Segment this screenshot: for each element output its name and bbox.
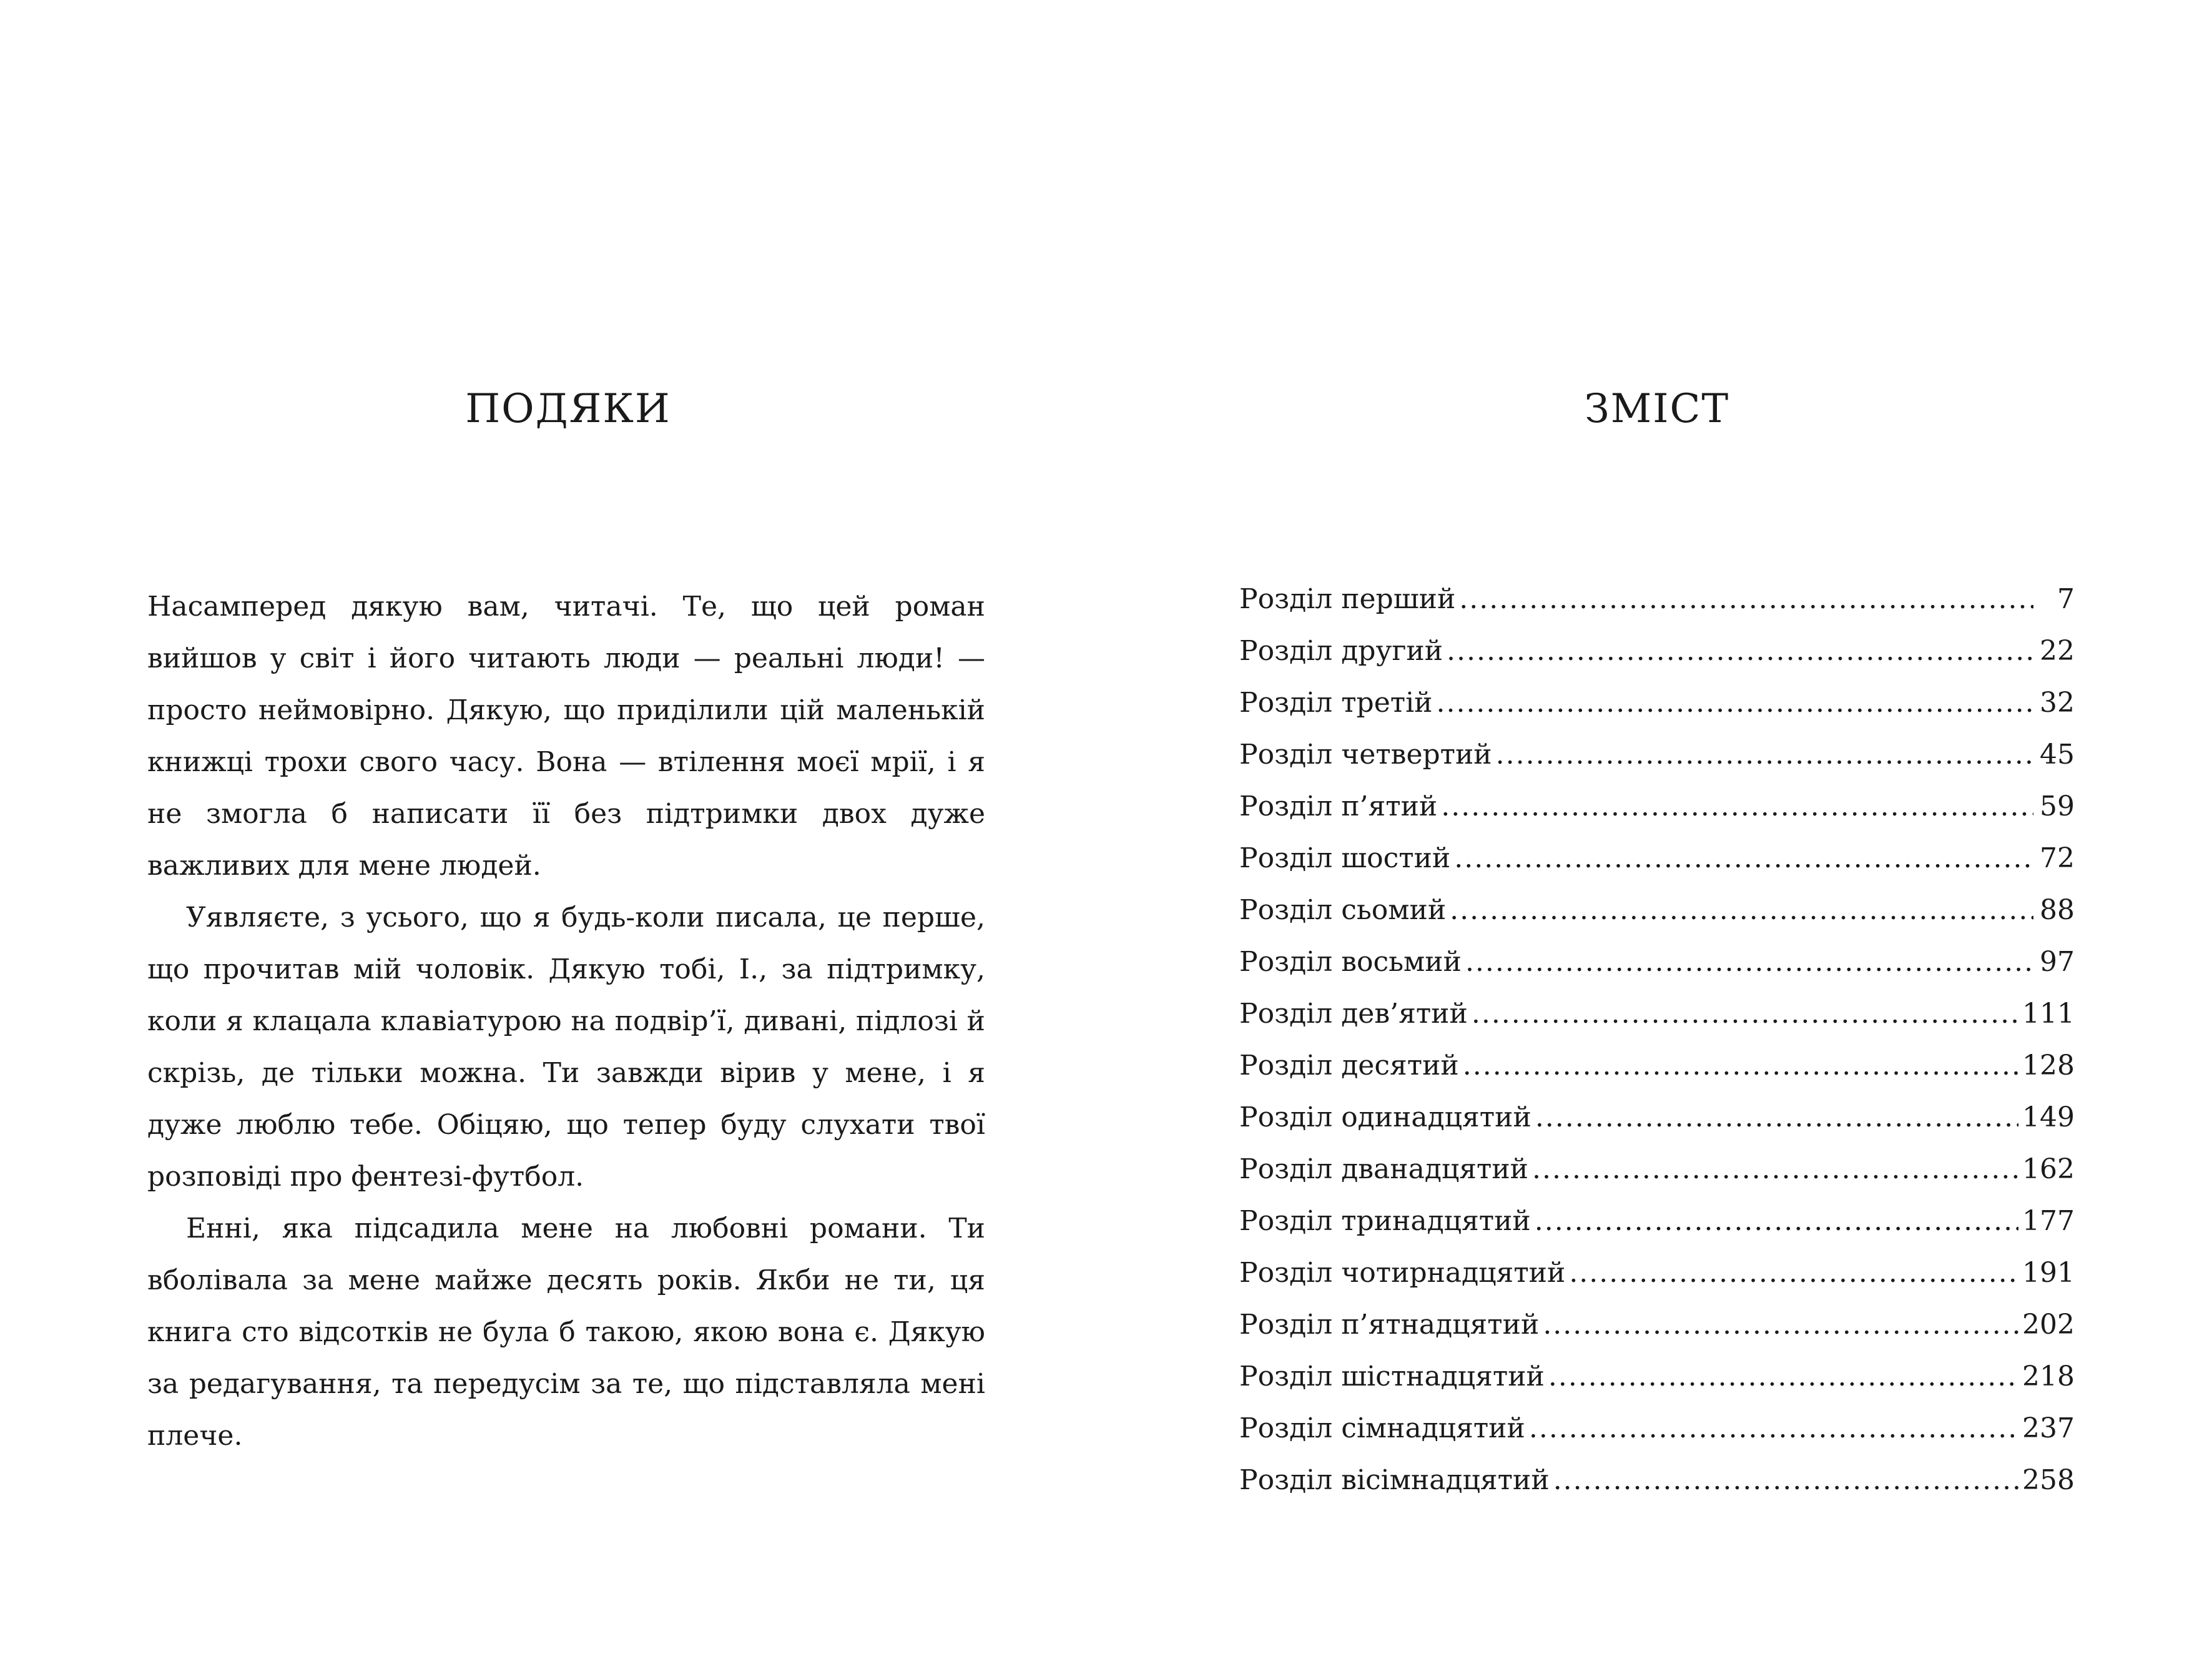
toc-leader-dots — [1543, 1299, 2018, 1351]
toc-leader-dots — [1529, 1402, 2018, 1454]
toc-leader-dots — [1465, 936, 2033, 988]
contents-title: ЗМІСТ — [1584, 386, 1730, 432]
toc-entry-label: Розділ другий — [1239, 635, 1443, 667]
toc-leader-dots — [1450, 884, 2033, 936]
toc-entry-label: Розділ тринадцятий — [1239, 1205, 1531, 1237]
toc-entry-page: 72 — [2040, 842, 2075, 874]
toc-entry-page: 45 — [2040, 739, 2075, 770]
toc-entry[interactable] — [1239, 677, 2075, 729]
toc-entry-page: 191 — [2022, 1257, 2075, 1289]
toc-entry-page: 162 — [2022, 1153, 2075, 1185]
toc-leader-dots — [1441, 780, 2033, 832]
toc-entry-label: Розділ шостий — [1239, 842, 1451, 874]
toc-entry[interactable] — [1239, 1247, 2075, 1299]
toc-leader-dots — [1436, 677, 2033, 729]
toc-entry-label: Розділ п’ятнадцятий — [1239, 1309, 1540, 1341]
toc-entry-label: Розділ шістнадцятий — [1239, 1361, 1545, 1392]
toc-entry[interactable] — [1239, 1040, 2075, 1091]
toc-entry[interactable] — [1239, 780, 2075, 832]
toc-entry-page: 22 — [2040, 635, 2075, 667]
toc-entry-page: 128 — [2022, 1050, 2075, 1081]
toc-leader-dots — [1532, 1143, 2018, 1195]
toc-entry[interactable] — [1239, 936, 2075, 988]
toc-entry-label: Розділ п’ятий — [1239, 790, 1438, 822]
toc-entry[interactable] — [1239, 832, 2075, 884]
toc-entry[interactable] — [1239, 1195, 2075, 1247]
toc-leader-dots — [1548, 1351, 2018, 1402]
toc-entry-page: 202 — [2022, 1309, 2075, 1341]
toc-entry-page: 32 — [2040, 687, 2075, 719]
toc-entry-label: Розділ четвертий — [1239, 739, 1492, 770]
toc-entry[interactable] — [1239, 884, 2075, 936]
toc-entry-page: 177 — [2022, 1205, 2075, 1237]
toc-leader-dots — [1496, 729, 2033, 780]
toc-entry-label: Розділ дванадцятий — [1239, 1153, 1528, 1185]
toc-entry-page: 111 — [2022, 998, 2075, 1030]
acknowledgements-body — [147, 581, 985, 1462]
toc-entry-page: 59 — [2040, 790, 2075, 822]
toc-entry[interactable] — [1239, 573, 2075, 625]
toc-entry-label: Розділ дев’ятий — [1239, 998, 1468, 1030]
toc-leader-dots — [1459, 573, 2033, 625]
toc-entry[interactable] — [1239, 729, 2075, 780]
toc-leader-dots — [1454, 832, 2033, 884]
toc-entry-label: Розділ вісімнадцятий — [1239, 1464, 1550, 1496]
toc-entry-label: Розділ одинадцятий — [1239, 1101, 1531, 1133]
toc-entry-page: 97 — [2040, 946, 2075, 978]
acknowledgements-paragraph: Енні, яка підсадила мене на любовні романи. Ти вболівала за мене майже десять років. Якби не ти, ця книга сто відсотків не була б такою, якою вона є. Дякую за редагування, та передусім за те, що підставляла мені плече. — [147, 1213, 985, 1452]
acknowledgements-paragraph: Насамперед дякую вам, читачі. Те, що цей роман вийшов у світ і його читають люди — реальні люди! — просто неймовірно. Дякую, що приділили цій маленькій книжці трохи свого часу. Вона — втілення моєї мрії, і я не змогла б написати її без підтримки двох дуже важливих для мене людей. — [147, 591, 985, 882]
toc-entry[interactable] — [1239, 1402, 2075, 1454]
toc-entry-label: Розділ перший — [1239, 583, 1456, 615]
toc-entry-label: Розділ сімнадцятий — [1239, 1412, 1525, 1444]
toc-entry-page: 149 — [2022, 1101, 2075, 1133]
toc-leader-dots — [1569, 1247, 2018, 1299]
toc-entry[interactable] — [1239, 1351, 2075, 1402]
toc-leader-dots — [1463, 1040, 2018, 1091]
toc-entry-label: Розділ сьомий — [1239, 894, 1447, 926]
table-of-contents — [1239, 573, 2075, 1506]
toc-entry[interactable] — [1239, 1143, 2075, 1195]
toc-leader-dots — [1472, 988, 2018, 1040]
acknowledgements-paragraph: Уявляєте, з усього, що я будь-коли писала, це перше, що прочитав мій чоловік. Дякую тобі, І., за підтримку, коли я клацала клавіатурою на подвір’ї, дивані, підлозі й скрізь, де тільки можна. Ти завжди вірив у мене, і я дуже люблю тебе. Обіцяю, що тепер буду слухати твої розповіді про фентезі-футбол. — [147, 902, 985, 1193]
toc-entry[interactable] — [1239, 1091, 2075, 1143]
toc-entry-label: Розділ третій — [1239, 687, 1433, 719]
toc-leader-dots — [1535, 1091, 2018, 1143]
toc-entry-page: 7 — [2057, 583, 2075, 615]
toc-leader-dots — [1535, 1195, 2018, 1247]
toc-entry-label: Розділ чотирнадцятий — [1239, 1257, 1566, 1289]
toc-leader-dots — [1447, 625, 2033, 677]
toc-entry[interactable] — [1239, 988, 2075, 1040]
toc-entry[interactable] — [1239, 1299, 2075, 1351]
toc-leader-dots — [1553, 1454, 2018, 1506]
toc-entry-page: 237 — [2022, 1412, 2075, 1444]
toc-entry-page: 218 — [2022, 1361, 2075, 1392]
toc-entry[interactable] — [1239, 625, 2075, 677]
acknowledgements-title: ПОДЯКИ — [465, 386, 671, 432]
toc-entry-label: Розділ восьмий — [1239, 946, 1462, 978]
toc-entry-label: Розділ десятий — [1239, 1050, 1459, 1081]
toc-entry-page: 258 — [2022, 1464, 2075, 1496]
toc-entry[interactable] — [1239, 1454, 2075, 1506]
toc-entry-page: 88 — [2040, 894, 2075, 926]
